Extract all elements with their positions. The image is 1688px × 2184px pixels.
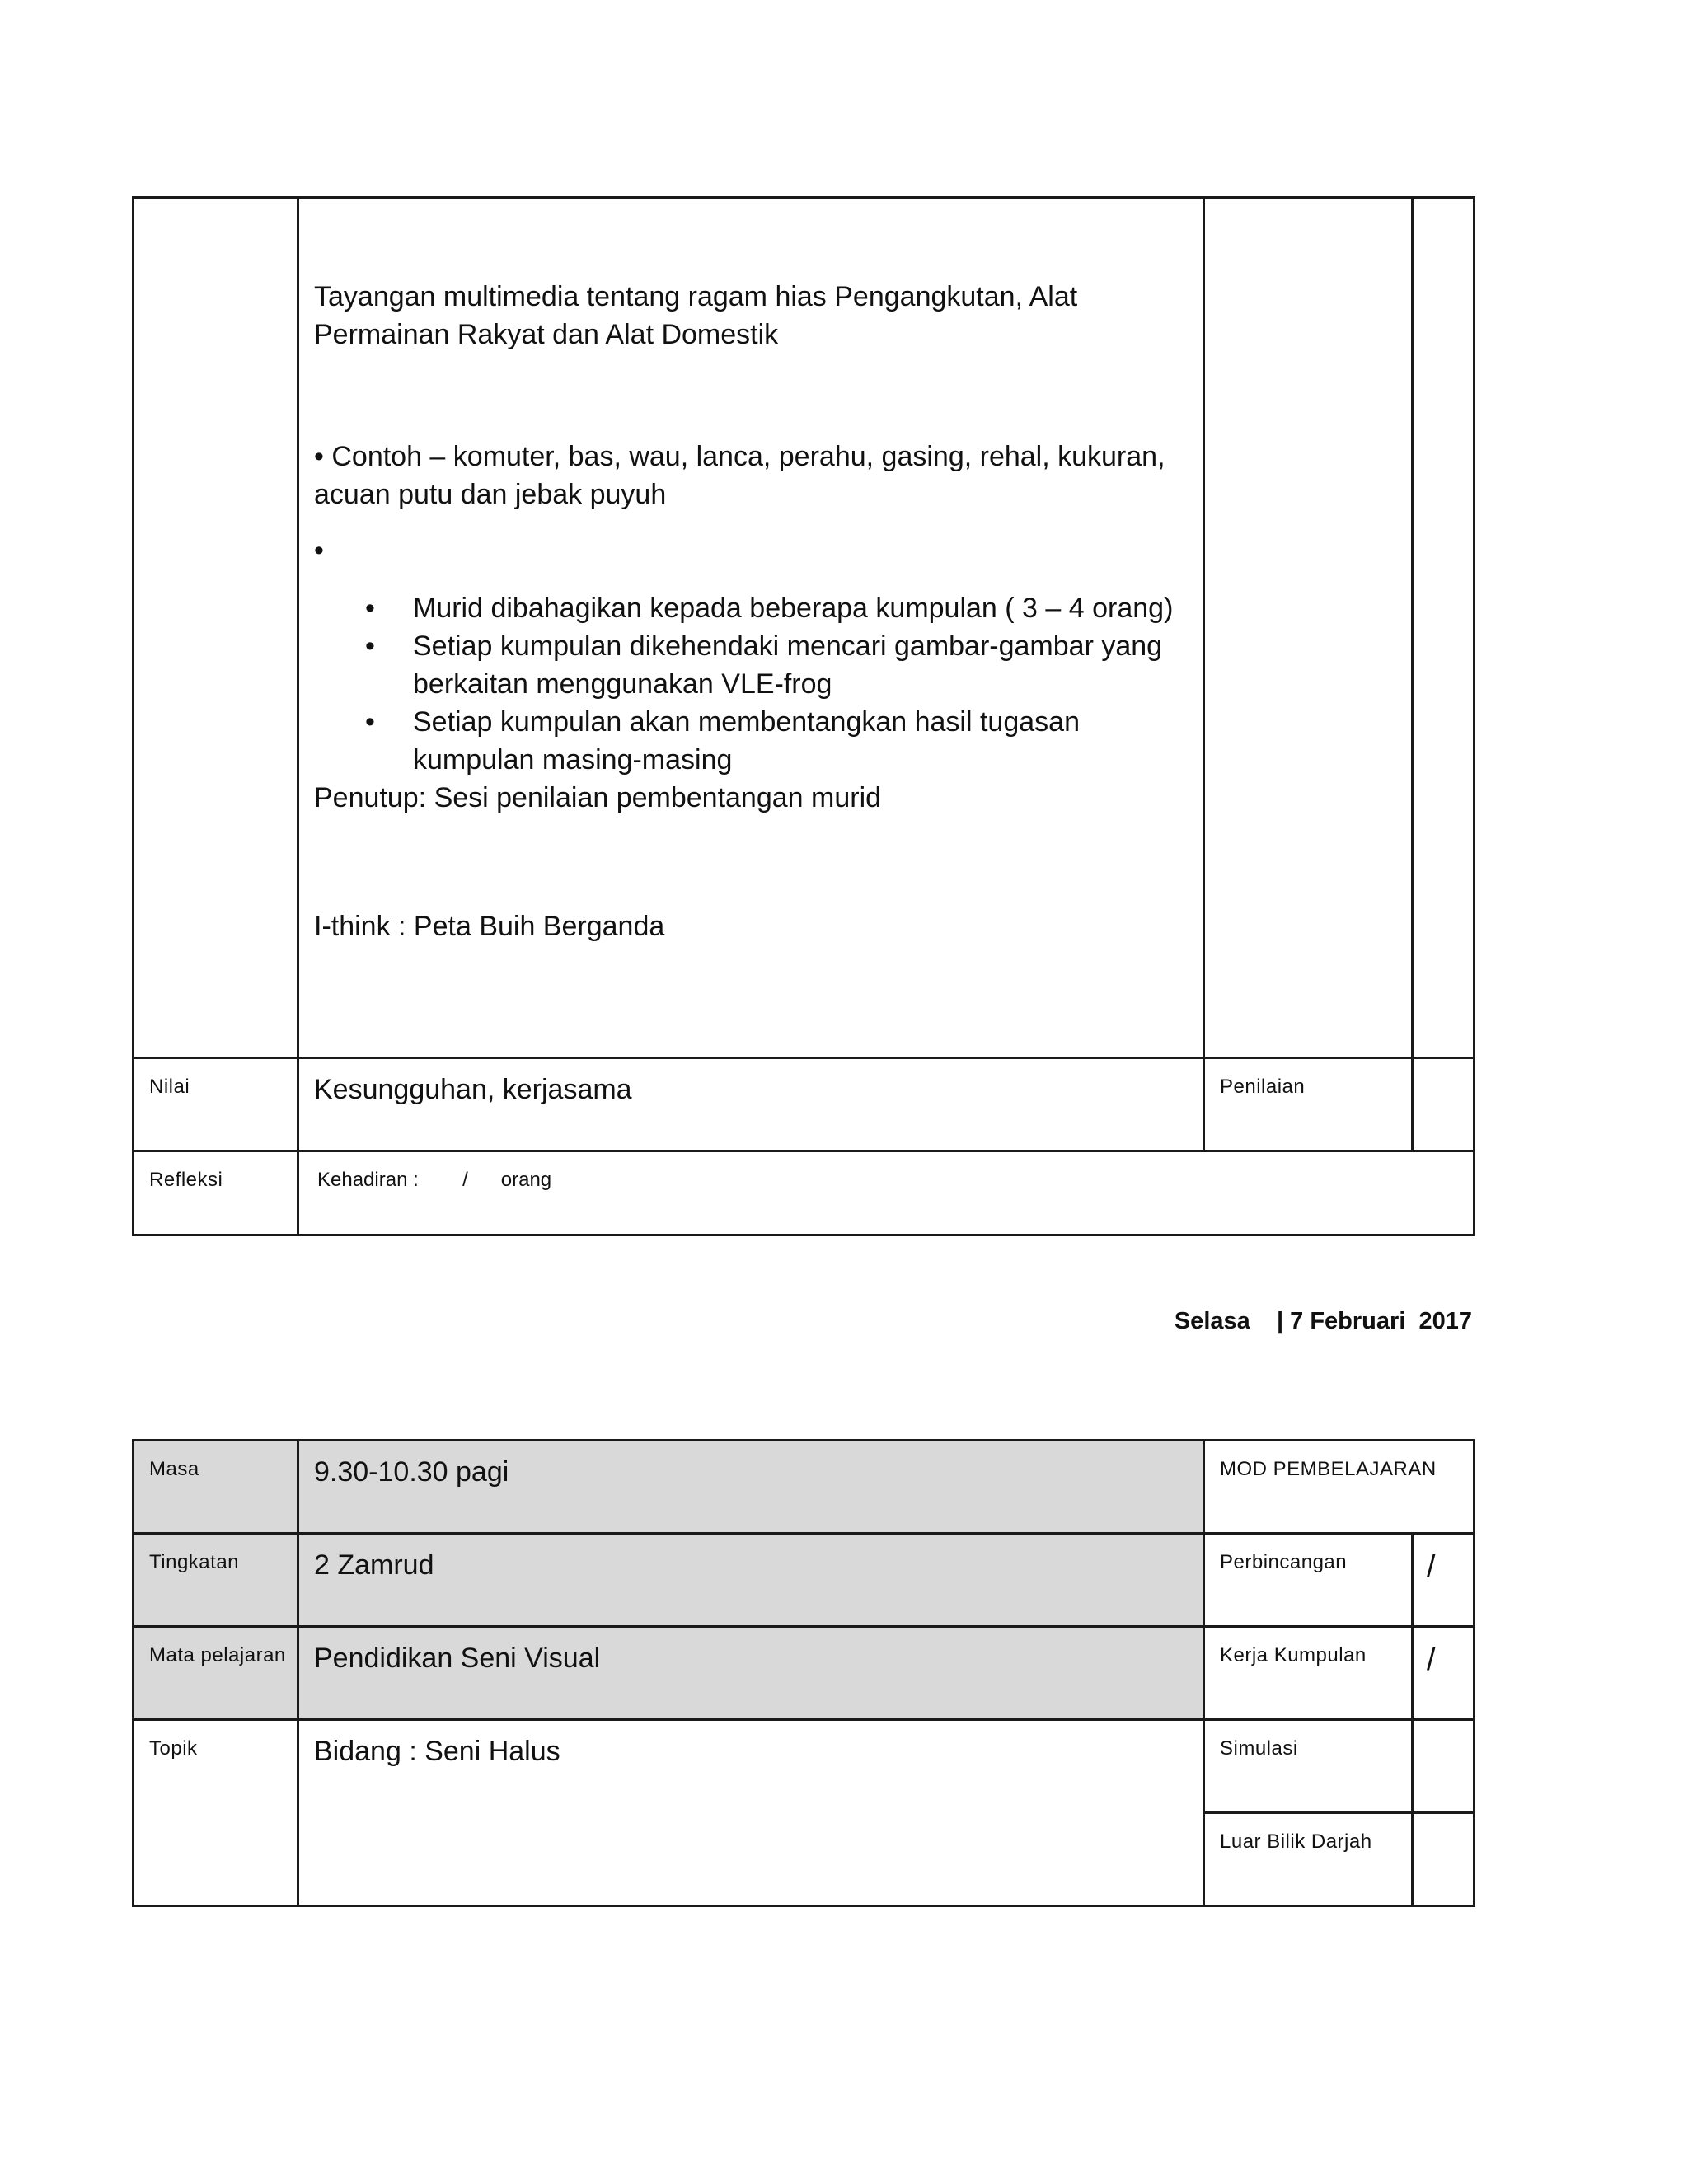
bullet-icon: • (365, 706, 375, 738)
tingkatan-label: Tingkatan (134, 1534, 298, 1627)
topik-value: Bidang : Seni Halus (298, 1720, 1204, 1906)
bullet-icon: • (365, 630, 375, 662)
mod-pembelajaran-heading: MOD PEMBELAJARAN (1204, 1441, 1475, 1534)
mode-mark: / (1413, 1534, 1475, 1627)
mata-pelajaran-label: Mata pelajaran (134, 1627, 298, 1720)
mode-mark (1413, 1720, 1475, 1813)
activity-content-cell (298, 198, 1204, 1058)
penilaian-label: Penilaian (1204, 1058, 1413, 1151)
bullet-icon: • (365, 593, 375, 624)
mode-label: Kerja Kumpulan (1204, 1627, 1413, 1720)
mode-label: Perbincangan (1204, 1534, 1413, 1627)
nilai-value: Kesungguhan, kerjasama (298, 1058, 1204, 1151)
refleksi-label: Refleksi (134, 1151, 298, 1235)
ithink-text: I-think : Peta Buih Berganda (314, 911, 665, 942)
mode-mark: / (1413, 1627, 1475, 1720)
example-text: • Contoh – komuter, bas, wau, lanca, perahu, gasing, rehal, kukuran, acuan putu dan jebak puyuh (314, 441, 1165, 510)
nilai-label: Nilai (134, 1058, 298, 1151)
list-item: • Setiap kumpulan dikehendaki mencari gambar-gambar yang berkaitan menggunakan VLE-frog (314, 627, 1191, 703)
refleksi-value: Kehadiran : / orang (298, 1151, 1475, 1235)
activity-steps-list (314, 589, 1191, 779)
list-item: • Murid dibahagikan kepada beberapa kumpulan ( 3 – 4 orang) (314, 589, 1191, 627)
lesson-plan-table-continued (132, 196, 1475, 1236)
empty-label-cell (134, 198, 298, 1058)
masa-label: Masa (134, 1441, 298, 1534)
list-item: • Setiap kumpulan akan membentangkan hasil tugasan kumpulan masing-masing (314, 703, 1191, 779)
mode-label: Luar Bilik Darjah (1204, 1813, 1413, 1906)
empty-mode-cell (1204, 198, 1413, 1058)
masa-value: 9.30-10.30 pagi (298, 1441, 1204, 1534)
intro-text: Tayangan multimedia tentang ragam hias Pengangkutan, Alat Permainan Rakyat dan Alat Domestik (314, 281, 1078, 350)
mata-pelajaran-value: Pendidikan Seni Visual (298, 1627, 1204, 1720)
date-heading: Selasa | 7 Februari 2017 (1174, 1308, 1472, 1334)
closing-text: Penutup: Sesi penilaian pembentangan murid (314, 782, 882, 813)
topik-label: Topik (134, 1720, 298, 1906)
lesson-plan-header-table (132, 1439, 1475, 1907)
mode-mark (1413, 1813, 1475, 1906)
mode-label: Simulasi (1204, 1720, 1413, 1813)
empty-mark-cell (1413, 198, 1475, 1058)
empty-bullet: • (314, 535, 324, 566)
tingkatan-value: 2 Zamrud (298, 1534, 1204, 1627)
penilaian-mark-cell (1413, 1058, 1475, 1151)
